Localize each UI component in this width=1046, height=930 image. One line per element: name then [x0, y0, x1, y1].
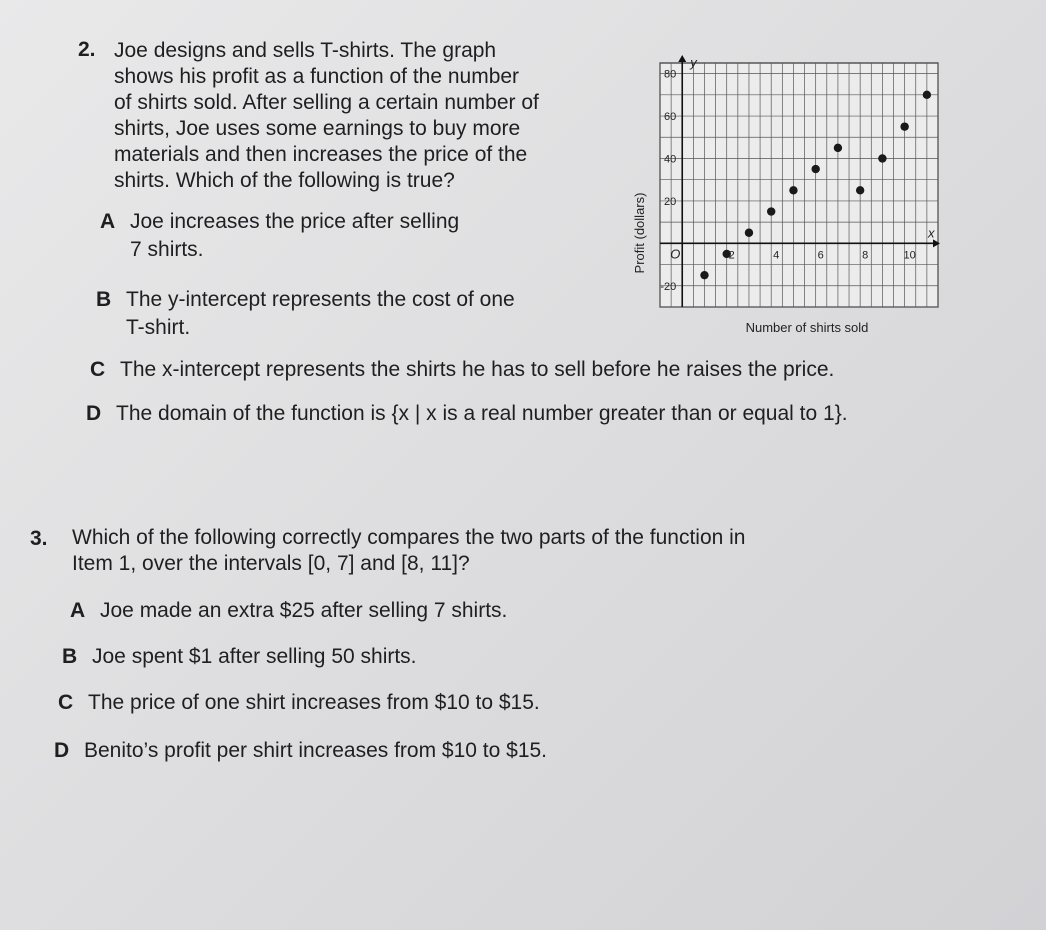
question-3-number: 3. [30, 527, 48, 550]
y-tick-label: 80 [663, 68, 677, 81]
choice-3d[interactable] [54, 737, 547, 765]
data-point [900, 122, 908, 130]
y-tick-label: 20 [663, 195, 677, 208]
choice-letter: B [62, 645, 78, 668]
question-3-stem [72, 525, 972, 577]
choice-text [126, 286, 515, 342]
data-point [789, 186, 797, 194]
stem-line: Which of the following correctly compares the two parts of the function in [72, 526, 746, 549]
stem-line: materials and then increases the price of the [114, 143, 528, 166]
y-tick-label: 40 [663, 153, 677, 166]
choice-letter: A [100, 210, 116, 233]
choice-line: Joe increases the price after selling [130, 210, 460, 233]
stem-line: shows his profit as a function of the number [114, 65, 520, 88]
choice-text: Joe spent $1 after selling 50 shirts. [92, 645, 417, 668]
data-point [811, 165, 819, 173]
stem-line: of shirts sold. After selling a certain number of [114, 91, 539, 114]
chart-grid [660, 63, 938, 307]
choice-2d[interactable] [86, 400, 1036, 428]
choice-text [130, 208, 459, 264]
data-point [856, 186, 864, 194]
profit-graph [620, 55, 950, 345]
choice-letter: A [70, 599, 86, 622]
y-axis-letter: y [690, 55, 697, 70]
choice-letter: C [58, 691, 74, 714]
data-point [923, 91, 931, 99]
chart-frame [660, 63, 938, 307]
data-point [700, 271, 708, 279]
choice-3c[interactable] [58, 689, 540, 717]
choice-letter: D [86, 402, 102, 425]
choice-text: The price of one shirt increases from $10 to $15. [88, 691, 540, 714]
y-axis-arrow [678, 55, 686, 62]
choice-letter: C [90, 358, 106, 381]
choice-3a[interactable] [70, 597, 507, 625]
y-tick-label: -20 [660, 280, 677, 293]
x-tick-label: 10 [903, 249, 916, 262]
choice-letter: D [54, 739, 70, 762]
x-tick-label: 6 [817, 249, 824, 262]
choice-text: The x-intercept represents the shirts he has to sell before he raises the price. [120, 358, 835, 381]
question-2-number: 2. [78, 38, 96, 61]
data-point [878, 154, 886, 162]
stem-line: shirts. Which of the following is true? [114, 169, 455, 192]
data-point [745, 229, 753, 237]
question-2-stem [114, 38, 614, 194]
choice-line: 7 shirts. [130, 238, 204, 261]
x-axis-letter: x [928, 225, 935, 241]
choice-2c[interactable] [90, 356, 1030, 384]
x-tick-label: 4 [773, 249, 780, 262]
data-point [834, 144, 842, 152]
choice-2a[interactable] [100, 208, 459, 264]
choice-line: T-shirt. [126, 316, 191, 339]
x-tick-label: 2 [728, 249, 735, 262]
choice-text: The domain of the function is {x | x is a real number greater than or equal to 1}. [116, 402, 848, 425]
choice-text: Benito’s profit per shirt increases from $10 to $15. [84, 739, 548, 762]
stem-line: Joe designs and sells T-shirts. The graph [114, 39, 497, 62]
y-tick-label: 60 [663, 111, 677, 124]
x-tick-label: 8 [862, 249, 869, 262]
origin-label: O [670, 246, 681, 262]
choice-text: Joe made an extra $25 after selling 7 shirts. [100, 599, 508, 622]
x-axis-label: Number of shirts sold [745, 320, 869, 335]
choice-2b[interactable] [96, 286, 515, 342]
stem-line: shirts, Joe uses some earnings to buy more [114, 117, 521, 140]
data-point [767, 207, 775, 215]
stem-line: Item 1, over the intervals [0, 7] and [8, 11]? [72, 552, 470, 575]
choice-3b[interactable] [62, 643, 417, 671]
y-axis-label: Profit (dollars) [632, 192, 647, 274]
choice-letter: B [96, 288, 112, 311]
choice-line: The y-intercept represents the cost of one [126, 288, 515, 311]
